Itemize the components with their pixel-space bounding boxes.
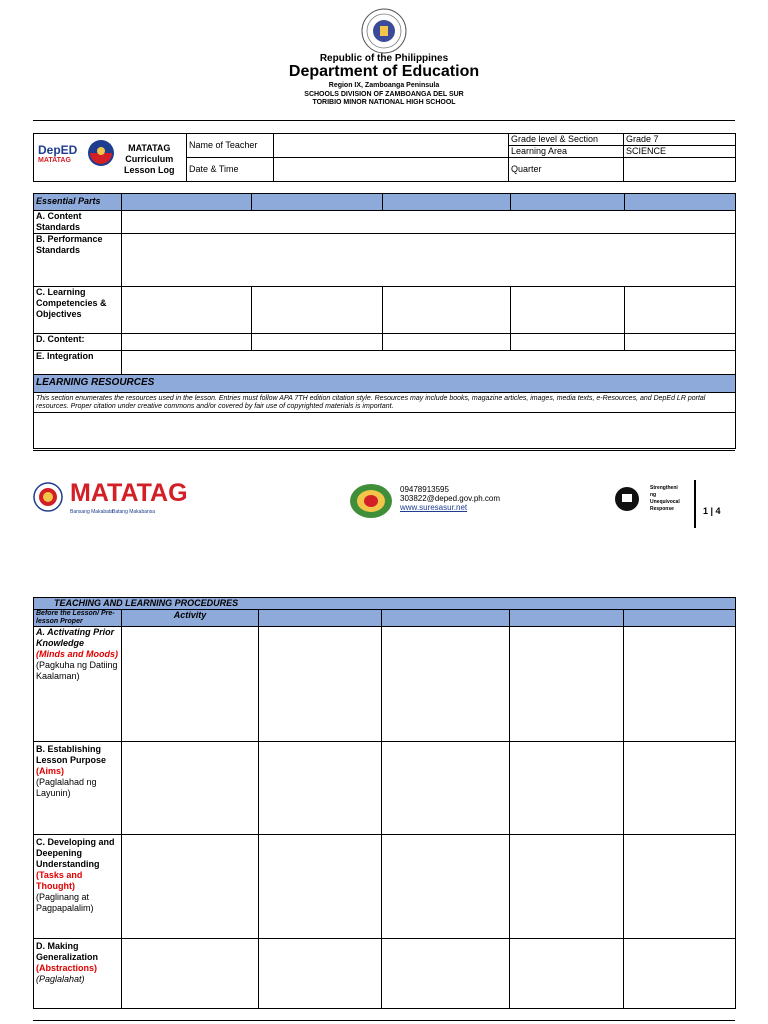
step-b-label bbox=[34, 742, 122, 835]
title-line-2: Curriculum bbox=[125, 154, 174, 164]
department-title: Department of Education bbox=[288, 63, 480, 80]
grade-value[interactable]: Grade 7 bbox=[624, 134, 736, 146]
step-a-cell-3[interactable] bbox=[382, 627, 510, 742]
procedures-title: TEACHING AND LEARNING PROCEDURES bbox=[34, 598, 736, 610]
step-a-title: A. Activating Prior Knowledge bbox=[36, 627, 115, 648]
step-b-red: (Aims) bbox=[36, 766, 65, 776]
step-b-cell-4[interactable] bbox=[510, 742, 624, 835]
deped-logo: DepED bbox=[38, 143, 78, 157]
step-d-sub: (Paglalahat) bbox=[36, 974, 85, 984]
step-a-cell-4[interactable] bbox=[510, 627, 624, 742]
footer-tagline-2: Batang Makabansa bbox=[112, 509, 156, 515]
title-line-1: MATATAG bbox=[128, 143, 171, 153]
bagong-pilipinas-logo-icon bbox=[86, 138, 116, 172]
day-col-2 bbox=[252, 194, 383, 211]
step-a-red: (Minds and Moods) bbox=[36, 649, 118, 659]
area-label: Learning Area bbox=[509, 146, 624, 158]
step-c-sub: (Paglinang at Pagpapalalim) bbox=[36, 892, 94, 913]
step-a-cell-2[interactable] bbox=[259, 627, 382, 742]
content-standards-value[interactable] bbox=[122, 211, 736, 234]
step-b-sub: (Paglalahad ng Layunin) bbox=[36, 777, 97, 798]
procedures-col-3 bbox=[259, 610, 382, 627]
content-day-3[interactable] bbox=[383, 334, 511, 351]
step-d-red: (Abstractions) bbox=[36, 963, 98, 973]
step-c-cell-3[interactable] bbox=[382, 835, 510, 939]
essential-parts-header: Essential Parts bbox=[34, 194, 122, 211]
deped-seal-small-icon bbox=[33, 482, 63, 512]
step-c-cell-2[interactable] bbox=[259, 835, 382, 939]
step-b-cell-2[interactable] bbox=[259, 742, 382, 835]
quarter-label: Quarter bbox=[509, 158, 624, 182]
step-d-title: D. Making Generalization bbox=[36, 941, 99, 962]
step-d-cell-1[interactable] bbox=[122, 939, 259, 1009]
region-line: Region IX, Zamboanga Peninsula bbox=[328, 82, 440, 89]
hand-logo-icon bbox=[614, 486, 640, 512]
step-c-cell-5[interactable] bbox=[624, 835, 736, 939]
step-d-cell-4[interactable] bbox=[510, 939, 624, 1009]
name-teacher-value[interactable] bbox=[274, 134, 509, 158]
day-col-4 bbox=[511, 194, 625, 211]
procedures-table bbox=[33, 597, 736, 1009]
step-d-cell-3[interactable] bbox=[382, 939, 510, 1009]
footer-divider bbox=[33, 450, 735, 451]
competencies-day-5[interactable] bbox=[625, 287, 736, 334]
learning-resources-value[interactable] bbox=[34, 413, 736, 449]
step-d-label bbox=[34, 939, 122, 1009]
essential-parts-table bbox=[33, 193, 736, 449]
step-d-cell-5[interactable] bbox=[624, 939, 736, 1009]
title-line-3: Lesson Log bbox=[124, 165, 175, 175]
performance-standards-label: B. Performance Standards bbox=[34, 234, 122, 287]
quarter-value[interactable] bbox=[624, 158, 736, 182]
deped-seal-icon bbox=[361, 8, 407, 54]
date-time-value[interactable] bbox=[274, 158, 509, 182]
content-day-1[interactable] bbox=[122, 334, 252, 351]
performance-standards-value[interactable] bbox=[122, 234, 736, 287]
step-b-title: B. Establishing Lesson Purpose bbox=[36, 744, 107, 765]
page-number: 1 | 4 bbox=[703, 506, 721, 516]
bottom-divider bbox=[33, 1020, 735, 1021]
step-a-cell-1[interactable] bbox=[122, 627, 259, 742]
content-standards-label: A. Content Standards bbox=[34, 211, 122, 234]
lesson-info-table bbox=[33, 133, 736, 182]
procedures-col-1: Before the Lesson/ Pre-lesson Proper bbox=[34, 610, 122, 627]
step-b-cell-5[interactable] bbox=[624, 742, 736, 835]
step-b-cell-1[interactable] bbox=[122, 742, 259, 835]
republic-line: Republic of the Philippines bbox=[319, 53, 449, 64]
step-d-cell-2[interactable] bbox=[259, 939, 382, 1009]
content-day-5[interactable] bbox=[625, 334, 736, 351]
footer-vertical-rule bbox=[694, 480, 696, 528]
step-b-cell-3[interactable] bbox=[382, 742, 510, 835]
division-line: SCHOOLS DIVISION OF ZAMBOANGA DEL SUR bbox=[304, 91, 464, 98]
learning-resources-note: This section enumerates the resources used in the lesson. Entries must follow APA 7TH edition citation style. Resources may include books, magazine articles, images, media texts, e-Resources, and DepEd LR portal resources. Proper citation under creative commons and/or covered by fair use of copyrighted materials is important. bbox=[34, 393, 736, 413]
step-a-sub: (Pagkuha ng Datiing Kaalaman) bbox=[36, 660, 118, 681]
school-seal-icon bbox=[349, 483, 393, 519]
learning-resources-title: LEARNING RESOURCES bbox=[34, 375, 736, 393]
step-c-label bbox=[34, 835, 122, 939]
step-c-red: (Tasks and Thought) bbox=[36, 870, 83, 891]
day-col-3 bbox=[383, 194, 511, 211]
school-line: TORIBIO MINOR NATIONAL HIGH SCHOOL bbox=[312, 99, 456, 106]
header-divider bbox=[33, 120, 735, 121]
footer-brand: MATATAG bbox=[70, 479, 188, 507]
footer-email: 303822@deped.gov.ph.com bbox=[400, 494, 501, 503]
step-a-cell-5[interactable] bbox=[624, 627, 736, 742]
step-c-cell-4[interactable] bbox=[510, 835, 624, 939]
integration-value[interactable] bbox=[122, 351, 736, 375]
step-c-title: C. Developing and Deepening Understanding bbox=[36, 837, 115, 869]
integration-label: E. Integration bbox=[34, 351, 122, 375]
content-day-4[interactable] bbox=[511, 334, 625, 351]
content-day-2[interactable] bbox=[252, 334, 383, 351]
content-label: D. Content: bbox=[34, 334, 122, 351]
step-a-label bbox=[34, 627, 122, 742]
area-value[interactable]: SCIENCE bbox=[624, 146, 736, 158]
footer-website-link[interactable]: www.suresasur.net bbox=[400, 503, 468, 512]
competencies-day-3[interactable] bbox=[383, 287, 511, 334]
competencies-day-1[interactable] bbox=[122, 287, 252, 334]
step-c-cell-1[interactable] bbox=[122, 835, 259, 939]
procedures-col-2: Activity bbox=[122, 610, 259, 627]
procedures-col-4 bbox=[382, 610, 510, 627]
day-col-1 bbox=[122, 194, 252, 211]
name-teacher-label: Name of Teacher bbox=[187, 134, 274, 158]
footer-tagline-1: Bansang Makabata bbox=[70, 509, 114, 515]
date-time-label: Date & Time bbox=[187, 158, 274, 182]
competencies-label: C. Learning Competencies & Objectives bbox=[34, 287, 122, 334]
logo-cell bbox=[34, 134, 187, 182]
footer-phone: 09478913595 bbox=[400, 485, 449, 494]
footer-side-label: Strengtheni ng Unequivocal Response bbox=[650, 485, 680, 512]
matatag-logo-small: MATATAG bbox=[38, 157, 71, 164]
competencies-day-4[interactable] bbox=[511, 287, 625, 334]
procedures-col-5 bbox=[510, 610, 624, 627]
procedures-col-6 bbox=[624, 610, 736, 627]
day-col-5 bbox=[625, 194, 736, 211]
competencies-day-2[interactable] bbox=[252, 287, 383, 334]
grade-label: Grade level & Section bbox=[509, 134, 624, 146]
